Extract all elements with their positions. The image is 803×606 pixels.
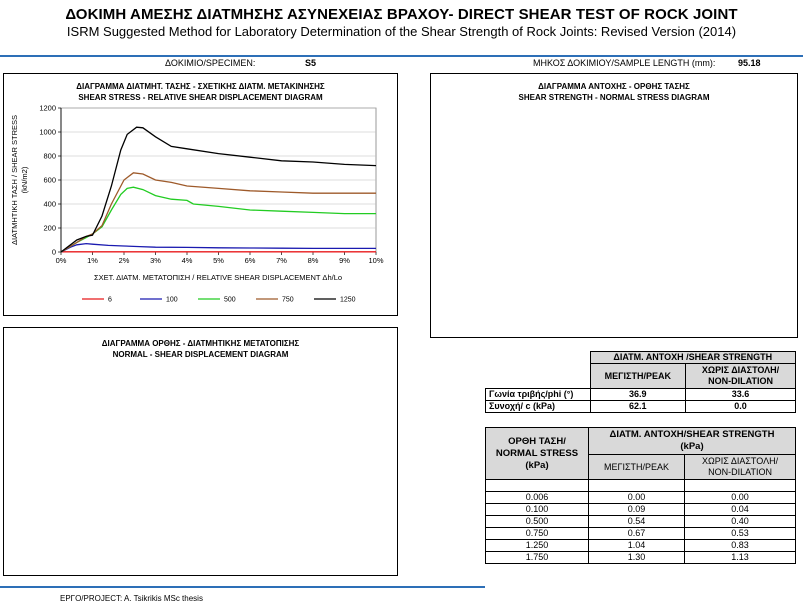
cell-stress: 1.250 (486, 540, 589, 552)
table1-row-peak: 62.1 (590, 401, 686, 413)
y-tick-label: 400 (43, 199, 56, 209)
x-tick-label: 1% (87, 256, 98, 265)
x-tick-label: 7% (276, 256, 287, 265)
table-row (486, 552, 796, 564)
table2-col-nondilation: ΧΩΡΙΣ ΔΙΑΣΤΟΛΗ/ NON-DILATION (685, 455, 796, 480)
cell-peak: 0.54 (589, 516, 685, 528)
table-row (486, 492, 796, 504)
x-tick-label: 0% (55, 256, 67, 265)
table-row (486, 540, 796, 552)
specimen-value: S5 (305, 58, 317, 68)
table1-row-label: Συνοχή/ c (kPa) (486, 401, 591, 413)
report-subtitle: ISRM Suggested Method for Laboratory Determination of the Shear Strength of Rock Joints: Revised Version (2014) (66, 24, 737, 39)
cell-stress: 0.500 (486, 516, 589, 528)
x-tick-label: 5% (213, 256, 224, 265)
table1-col-peak: ΜΕΓΙΣΤΗ/PEAK (590, 364, 686, 389)
table1-header: ΔΙΑΤΜ. ΑΝΤΟΧΗ /SHEAR STRENGTH (590, 352, 796, 364)
cell-peak: 1.04 (589, 540, 685, 552)
cell-stress: 1.750 (486, 552, 589, 564)
footer-divider (0, 586, 485, 588)
chart2-title-line1: ΔΙΑΓΡΑΜΜΑ ΑΝΤΟΧΗΣ - ΟΡΘΗΣ ΤΑΣΗΣ (538, 82, 690, 91)
cell-nd: 1.13 (685, 552, 796, 564)
table1-row-label: Γωνία τριβής/phi (°) (486, 389, 591, 401)
sample-length-label: ΜΗΚΟΣ ΔΟΚΙΜΙΟΥ/SAMPLE LENGTH (mm): (533, 58, 716, 68)
report-title: ΔΟΚΙΜΗ ΑΜΕΣΗΣ ΔΙΑΤΜΗΣΗΣ ΑΣΥΝΕΧΕΙΑΣ ΒΡΑΧΟΥ- DIRECT SHEAR TEST OF ROCK JOINT (65, 6, 738, 23)
cell-stress: 0.006 (486, 492, 589, 504)
legend-label-500: 500 (224, 296, 236, 304)
cell-peak: 1.30 (589, 552, 685, 564)
legend-label-750: 750 (282, 296, 294, 304)
cell-peak: 0.00 (589, 492, 685, 504)
y-tick-label: 600 (43, 175, 56, 185)
y-tick-label: 200 (43, 223, 56, 233)
table-row (486, 516, 796, 528)
strength-parameters-table (485, 351, 796, 413)
x-tick-label: 8% (307, 256, 319, 265)
chart1-y-axis-unit: (kN/m2) (20, 166, 29, 194)
y-tick-label: 1000 (39, 127, 56, 137)
chart1-x-axis-title: ΣΧΕΤ. ΔΙΑΤΜ. ΜΕΤΑΤΟΠΙΣΗ / RELATIVE SHEAR DISPLACEMENT Δh/Lo (93, 273, 343, 282)
shear-strength-chart-panel (430, 73, 798, 338)
table2-header: ΔΙΑΤΜ. ΑΝΤΟΧΗ/SHEAR STRENGTH (kPa) (589, 428, 796, 455)
strength-values-table (485, 427, 796, 564)
x-tick-label: 6% (244, 256, 256, 265)
x-tick-label: 9% (339, 256, 350, 265)
cell-nd: 0.40 (685, 516, 796, 528)
cell-stress: 0.750 (486, 528, 589, 540)
table-row (486, 401, 796, 413)
normal-displacement-chart-panel (3, 327, 398, 576)
x-tick-label: 4% (181, 256, 193, 265)
chart1-title-line1: ΔΙΑΓΡΑΜΜΑ ΔΙΑΤΜΗΤ. ΤΑΣΗΣ - ΣΧΕΤΙΚΗΣ ΔΙΑΤΜ. ΜΕΤΑΚΙΝΗΣΗΣ (76, 82, 325, 91)
table2-col-peak: ΜΕΓΙΣΤΗ/PEAK (589, 455, 685, 480)
series-line-1250 (61, 127, 376, 252)
cell-nd: 0.83 (685, 540, 796, 552)
legend-label-6: 6 (108, 296, 112, 304)
table1-col-nondilation: ΧΩΡΙΣ ΔΙΑΣΤΟΛΗ/ NON-DILATION (686, 364, 796, 389)
cell-nd: 0.04 (685, 504, 796, 516)
chart3-title-line2: NORMAL - SHEAR DISPLACEMENT DIAGRAM (112, 350, 289, 359)
x-tick-label: 2% (118, 256, 130, 265)
table1-row-nd: 0.0 (686, 401, 796, 413)
table1-row-peak: 36.9 (590, 389, 686, 401)
cell-peak: 0.09 (589, 504, 685, 516)
cell-stress: 0.100 (486, 504, 589, 516)
table-row (486, 528, 796, 540)
y-tick-label: 800 (43, 151, 56, 161)
chart1-y-axis-title: ΔΙΑΤΜΗΤΙΚΗ ΤΑΣΗ / SHEAR STRESS (10, 114, 19, 246)
y-tick-label: 1200 (39, 103, 56, 113)
specimen-label: ΔΟΚΙΜΙΟ/SPECIMEN: (165, 58, 256, 68)
y-tick-label: 0 (51, 247, 56, 257)
chart3-title-line1: ΔΙΑΓΡΑΜΜΑ ΟΡΘΗΣ - ΔΙΑΤΜΗΤΙΚΗΣ ΜΕΤΑΤΟΠΙΣΗΣ (101, 339, 300, 348)
table2-col-normal-stress: ΟΡΘΗ ΤΑΣΗ/ NORMAL STRESS (kPa) (486, 428, 589, 480)
table-row (486, 389, 796, 401)
table-row (486, 504, 796, 516)
cell-nd: 0.00 (685, 492, 796, 504)
x-tick-label: 3% (150, 256, 161, 265)
sample-length-value: 95.18 (738, 58, 761, 68)
cell-peak: 0.67 (589, 528, 685, 540)
legend-label-1250: 1250 (340, 296, 356, 304)
chart2-title-line2: SHEAR STRENGTH - NORMAL STRESS DIAGRAM (518, 93, 710, 102)
chart1-title-line2: SHEAR STRESS - RELATIVE SHEAR DISPLACEMENT DIAGRAM (78, 93, 323, 102)
series-line-100 (61, 244, 376, 252)
cell-nd: 0.53 (685, 528, 796, 540)
table1-row-nd: 33.6 (686, 389, 796, 401)
x-tick-label: 10% (368, 256, 384, 265)
legend-label-100: 100 (166, 296, 178, 304)
project-label: ΕΡΓΟ/PROJECT: A. Tsikrikis MSc thesis (60, 594, 203, 603)
